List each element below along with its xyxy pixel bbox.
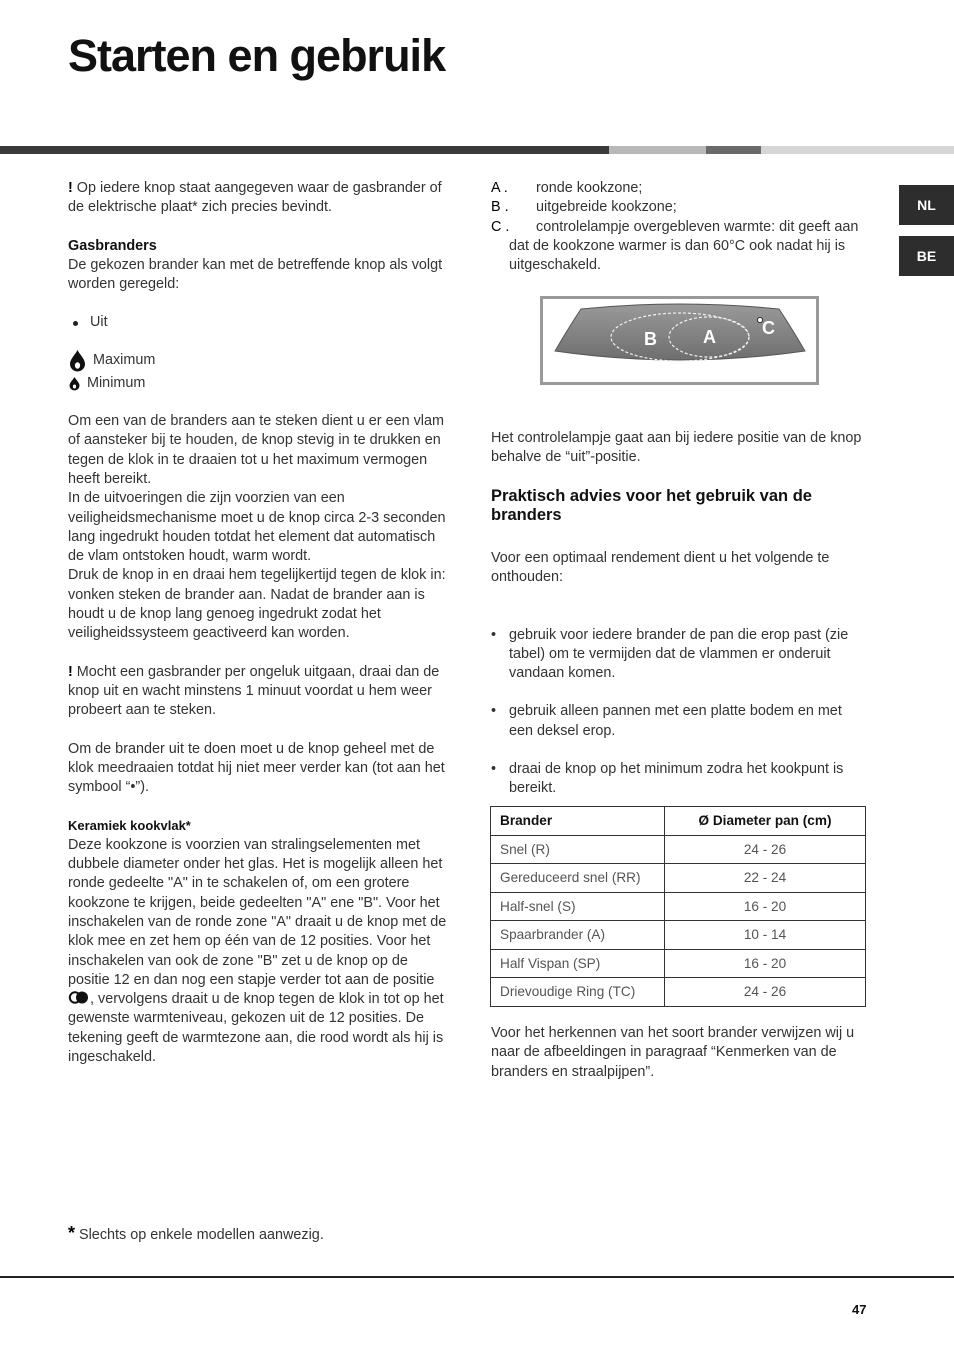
header-bar-grey — [706, 146, 761, 154]
gas-text: De gekozen brander kan met de betreffende knop als volgt worden geregeld: — [68, 256, 443, 293]
advice-item: • gebruik voor iedere brander de pan die erop past (zie tabel) om te vermijden dat de vlammen er onderuit vandaan komen. — [491, 626, 861, 684]
legend-b: B . uitgebreide kookzone; — [491, 199, 677, 216]
label-c: C — [762, 318, 775, 338]
advice-item: • gebruik alleen pannen met een platte bodem en met een deksel erop. — [491, 702, 861, 741]
advice-intro: Voor een optimaal rendement dient u het volgende te onthouden: — [491, 550, 830, 586]
label-b: B — [644, 329, 657, 349]
legend-a: A . ronde kookzone; — [491, 180, 643, 196]
footer-rule — [0, 1276, 954, 1278]
left-column — [68, 179, 448, 1067]
symbol-minimum: Minimum — [68, 374, 448, 393]
intro-paragraph: ! Op iedere knop staat aangegeven waar de gasbrander of de elektrische plaat* zich precies bevindt. — [68, 180, 442, 216]
safety-paragraph: In de uitvoeringen die zijn voorzien van een veiligheidsmechanisme moet u de knop circa 2-3 seconden lang ingedrukt houden totdat het element dat automatisch de vlam ontstoken houdt, warm wordt. — [68, 490, 446, 565]
table-row: Snel (R) 24 - 26 — [491, 835, 866, 864]
footnote-star: * — [68, 1223, 76, 1243]
lang-tab-nl[interactable]: NL — [899, 185, 954, 225]
header-bar-dark — [0, 146, 609, 154]
table-row: Drievoudige Ring (TC) 24 - 26 — [491, 978, 866, 1007]
burner-table — [490, 806, 866, 1007]
large-flame-icon — [68, 349, 87, 372]
advice-list — [491, 626, 861, 799]
header-bar-mid — [609, 146, 706, 154]
page-number: 47 — [852, 1302, 867, 1317]
symbol-maximum: Maximum — [68, 349, 448, 372]
ceramic-paragraph: Deze kookzone is voorzien van stralingselementen met dubbele diameter onder het glas. Het is mogelijk alleen het ronde gedeelte "A" in te schakelen of, om een grotere kookzone te krijgen, beide gedeelten "A" ene "B". Voor het inschakelen van de ronde zone "A" draait u de knop met de klok mee en zet hem op één van de 12 posities. Voor het inschakelen van ook de zone "B" zet u de knop op de positie 12 en dan nog een stapje verder tot aan de positie , vervolgens draait u de knop tegen de klok in tot op het gewenste warmteniveau, gekozen uit de 12 posities. De tekening geeft de warmtezone aan, die rood wordt als hij is ingeschakeld. — [68, 836, 447, 1065]
header-bar-light — [761, 146, 954, 154]
advice-item: • draai de knop op het minimum zodra het kookpunt is bereikt. — [491, 760, 861, 799]
label-a: A — [703, 327, 716, 347]
table-header-diameter: Ø Diameter pan (cm) — [665, 807, 866, 836]
table-header-row — [491, 807, 866, 836]
advice-heading: Praktisch advies voor het gebruik van de branders — [491, 487, 812, 524]
cooktop-diagram-svg — [543, 299, 816, 382]
small-flame-icon — [68, 376, 81, 391]
advice-section — [491, 549, 861, 799]
page-title: Starten en gebruik — [68, 30, 446, 81]
symbol-off: Uit — [68, 313, 448, 332]
note-mark: ! — [68, 180, 73, 196]
right-column — [491, 179, 869, 275]
closing-paragraph: Voor het herkennen van het soort brander verwijzen wij u naar de afbeeldingen in paragraaf “Kenmerken van de branders en straalpijpen”. — [491, 1025, 855, 1080]
dual-zone-icon — [68, 991, 90, 1004]
footnote: * Slechts op enkele modellen aanwezig. — [68, 1223, 324, 1243]
ceramic-heading: Keramiek kookvlak* — [68, 818, 191, 834]
spark-paragraph: Druk de knop in en draai hem tegelijkertijd tegen de klok in: vonken steken de brander aan. Nadat de brander aan is houdt u de knop lang genoeg ingedrukt zodat het veiligheidssysteem geactiveerd kan worden. — [68, 567, 446, 642]
warning-mark: ! — [68, 663, 73, 680]
table-header-burner: Brander — [491, 807, 665, 836]
legend-c: C . controlelampje overgebleven warmte: dit geeft aan dat de kookzone warmer is dan 60°C ook nadat hij is uitgeschakeld. — [491, 218, 859, 274]
table-row: Half Vispan (SP) 16 - 20 — [491, 949, 866, 978]
lamp-paragraph: Het controlelampje gaat aan bij iedere positie van de knop behalve de “uit”-positie. — [491, 430, 862, 466]
cooktop-diagram — [540, 296, 819, 385]
warning-paragraph: ! Mocht een gasbrander per ongeluk uitgaan, draai dan de knop uit en wacht minstens 1 minuut voordat u hem weer probeert aan te steken. — [68, 663, 440, 719]
table-row: Spaarbrander (A) 10 - 14 — [491, 921, 866, 950]
table-row: Half-snel (S) 16 - 20 — [491, 892, 866, 921]
burner-table-wrap — [490, 806, 866, 1007]
gas-heading: Gasbranders — [68, 237, 157, 254]
lang-tab-be[interactable]: BE — [899, 236, 954, 276]
off-paragraph: Om de brander uit te doen moet u de knop geheel met de klok meedraaien totdat hij niet meer verder kan (tot aan het symbool “•”). — [68, 740, 445, 796]
ignite-paragraph: Om een van de branders aan te steken dient u er een vlam of aansteker bij te houden, de knop stevig in te drukken en tegen de klok in te draaien tot u het maximum vermogen heeft bereikt. — [68, 413, 444, 487]
off-dot-icon — [73, 321, 78, 326]
table-row: Gereduceerd snel (RR) 22 - 24 — [491, 864, 866, 893]
